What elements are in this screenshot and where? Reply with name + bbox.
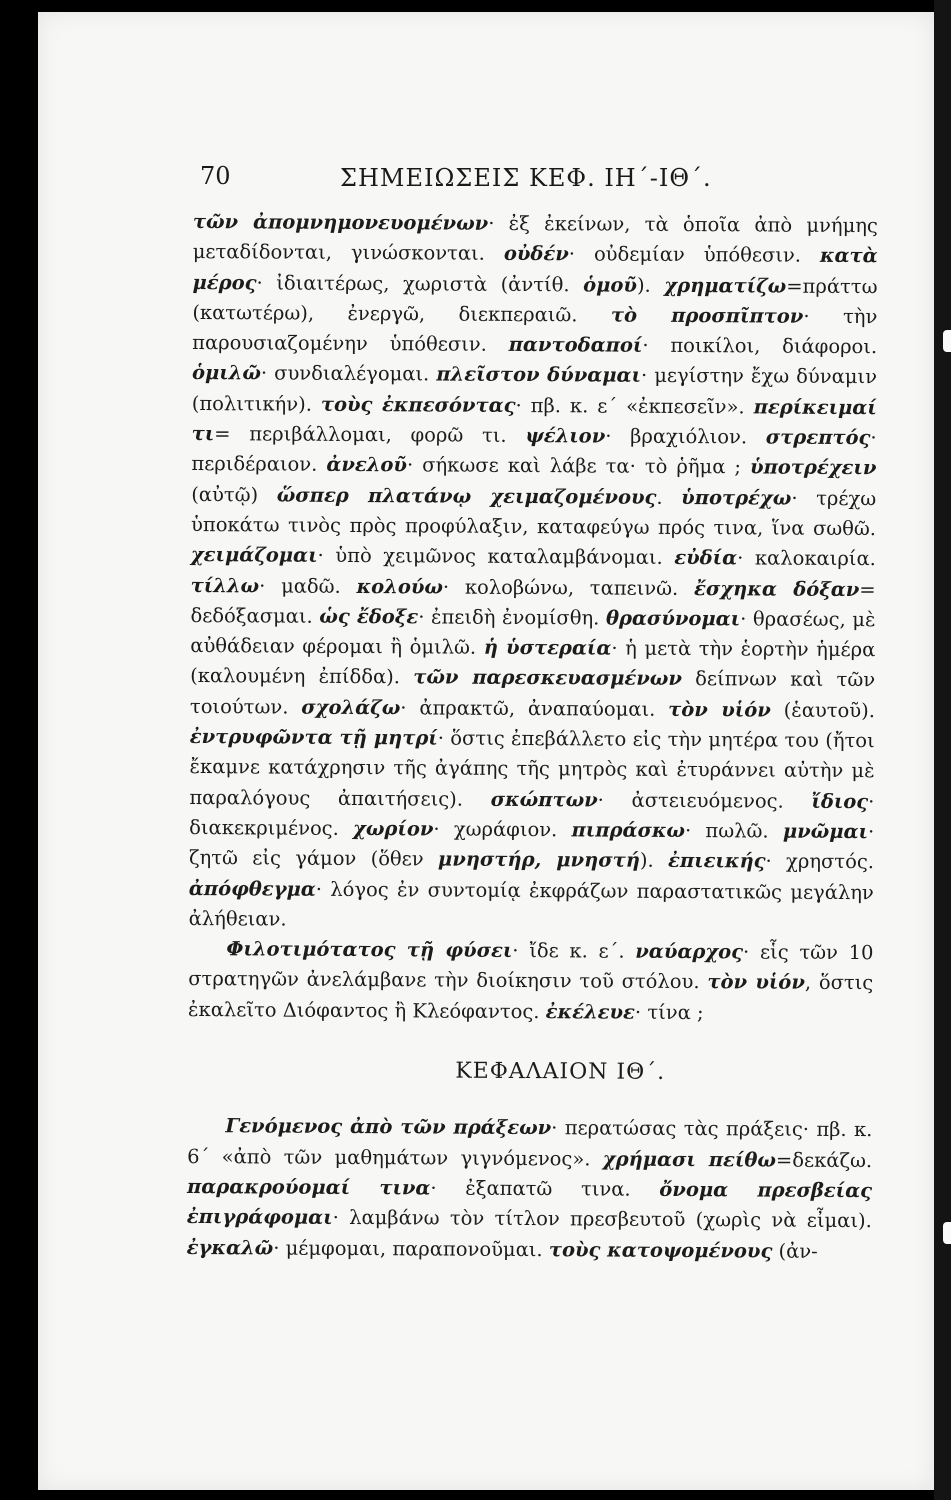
gloss: · μαδῶ. (259, 573, 357, 598)
lemma: χρηματίζω (664, 273, 787, 298)
lemma: ἐκέλευε (545, 999, 636, 1024)
gloss: · καλοκαιρία. (737, 546, 876, 571)
lemma: τὸν υἱόν (668, 697, 771, 722)
lemma: χειμάζομαι (190, 543, 318, 568)
lemma: παντοδαποί (508, 333, 643, 357)
lemma: πλεῖστον δύναμαι (436, 362, 642, 388)
lemma: ὡς ἔδοξε (319, 604, 419, 629)
lemma: κατὰ μέρος (192, 244, 878, 294)
lemma: τοὺς ἐκπεσόντας (320, 392, 516, 417)
gloss: =πράττω (κατωτέρω), ἐνεργῶ, διεκπεραιῶ. (192, 274, 878, 327)
lemma: ἀπόφθεγμα (188, 876, 316, 901)
lemma: ὑποτρέχω (681, 485, 792, 510)
lemma: Φιλοτιμότατος τῇ φύσει (226, 937, 513, 963)
gloss: · λαμβάνω τὸν τίτλον πρεσβευτοῦ (χωρὶς νὰ εἶμαι). (332, 1206, 872, 1233)
lemma: ὁμιλῶ (191, 361, 262, 385)
gloss: · κολοβώνω, ταπεινῶ. (442, 575, 695, 600)
gloss: · εἷς τῶν 10 στρατηγῶν ἀνελάμβανε τὴν διοίκησιν τοῦ στόλου. (188, 940, 874, 994)
gloss: · ἴδε κ. ε΄. (512, 939, 636, 963)
gloss: · διακεκριμένος. (189, 789, 875, 840)
gloss: · χωράφιον. (433, 817, 572, 842)
lemma: θρασύνομαι (605, 606, 741, 631)
lemma: ἐπιεικής (667, 849, 766, 873)
lemma: ἐγκαλῶ (186, 1235, 274, 1260)
lemma: ὥσπερ πλατάνῳ χειμαζομένους (276, 483, 657, 509)
lemma: ἴδιος (811, 789, 869, 813)
gloss: (ἑαυτοῦ). (770, 698, 876, 722)
lemma: οὐδέν (503, 242, 569, 266)
scan-edge (934, 0, 951, 1500)
gloss: · περιδέραιον. (191, 426, 877, 477)
gloss: (αὐτῷ) (191, 482, 277, 507)
lemma: τῶν ἀπομνημονευομένων (192, 209, 489, 235)
running-title: ΣΗΜΕΙΩΣΕΙΣ ΚΕΦ. ΙΗ΄-ΙΘ΄. (340, 164, 712, 192)
lemma: ἀνελοῦ (326, 453, 408, 477)
gloss: δείπνων καὶ τῶν τοιούτων. (189, 667, 876, 719)
gloss: · θρασέως, μὲ αὐθάδειαν φέρομαι ἢ ὁμιλῶ. (190, 607, 876, 659)
gloss: · τὴν παρουσιαζομένην ὑπόθεσιν. (192, 304, 878, 357)
gloss: · τρέχω ὑποκάτω τινὸς πρὸς προφύλαξιν, καταφεύγω πρός τινα, ἵνα σωθῶ. (190, 486, 877, 541)
paragraph (187, 1111, 873, 1267)
gloss: · μεγίστην ἔχω δύναμιν (πολιτικήν). (191, 364, 878, 416)
gloss: ). (636, 273, 665, 297)
lemma: ὑποτρέχειν (749, 455, 877, 480)
lemma: εὐδία (674, 546, 738, 570)
lemma: σκώπτων (490, 787, 598, 812)
gloss: · ἀστειευόμενος. (597, 788, 812, 813)
paragraph (188, 934, 874, 1029)
gloss: · ὅστις ἐπεβάλλετο εἰς τὴν μητέρα του (ἤτοι ἔκαμνε κατάχρησιν τῆς ἀγάπης τῆς μητρὸς καὶ ἐτυράννει αὐτὴν μὲ παραλόγους ἀπαιτήσεις). (189, 726, 875, 811)
lemma: ἐντρυφῶντα τῇ μητρί (189, 725, 438, 750)
gloss: · ἡ μετὰ τὴν ἑορτὴν ἡμέρα (καλουμένη ἐπίδδα). (190, 636, 876, 689)
lemma: μνηστήρ, μνηστή (437, 847, 641, 872)
gloss: · ἀπρακτῶ, ἀναπαύομαι. (400, 696, 669, 721)
gloss: · ζητῶ εἰς γάμον (ὅθεν (188, 820, 875, 871)
gloss: · πωλῶ. (684, 818, 783, 843)
gloss: · συνδιαλέγομαι. (260, 361, 437, 386)
gloss: · ποικίλοι, διάφοροι. (642, 333, 878, 359)
lemma: ὁμοῦ (583, 272, 638, 297)
notes-body (187, 207, 878, 1267)
gloss: · βραχιόλιον. (605, 424, 766, 449)
scan-mark (943, 330, 951, 352)
gloss: · πβ. κ. ε΄ «ἐκπεσεῖν». (515, 393, 754, 419)
lemma: ἔσχηκα δόξαν (693, 576, 860, 601)
gloss: . (656, 485, 682, 509)
gloss: · σήκωσε καὶ λάβε τα· τὸ ῥῆμα ; (406, 453, 751, 479)
lemma: τὸν υἱόν (707, 970, 805, 995)
gloss: = δεδόξασμαι. (190, 577, 876, 628)
lemma: περίκειμαί τι (191, 395, 877, 446)
lemma: χωρίον (353, 816, 434, 841)
gloss: · ἐξαπατῶ τινα. (430, 1176, 660, 1201)
lemma: τὸ προσπῖπτον (610, 303, 804, 328)
lemma: χρήμασι πείθω (602, 1147, 777, 1172)
lemma: Γενόμενος ἀπὸ τῶν πράξεων (225, 1114, 552, 1140)
lemma: τίλλω (190, 573, 260, 597)
page-number: 70 (200, 162, 231, 190)
gloss: , ὅστις ἐκαλεῖτο Διόφαντος ἢ Κλεόφαντος. (188, 971, 874, 1023)
scan-mark (943, 1222, 951, 1244)
gloss: · χρηστός. (765, 849, 875, 874)
lemma: τοὺς κατοψομένους (548, 1237, 773, 1263)
gloss: · τίνα ; (634, 1000, 704, 1024)
lemma: σχολάζω (301, 695, 401, 720)
lemma: τῶν παρεσκευασμένων (413, 665, 682, 691)
gloss: · ἐπειδὴ ἐνομίσθη. (418, 605, 607, 630)
page-header (200, 162, 840, 202)
gloss: · λόγος ἐν συντομίᾳ ἐκφράζων παραστατικῶς μεγάλην ἀλήθειαν. (188, 877, 874, 931)
gloss: · περατώσας τὰς πράξεις· πβ. κ. 6΄ «ἀπὸ τῶν μαθημάτων γιγνόμενος». (187, 1116, 873, 1171)
gloss: · ὑπὸ χειμῶνος καταλαμβάνομαι. (317, 544, 675, 570)
gloss: ). (639, 848, 669, 873)
lemma: ἡ ὑστεραία (483, 635, 612, 660)
gloss: · μέμφομαι, παραπονοῦμαι. (273, 1236, 549, 1261)
gloss: = περιβάλλομαι, φορῶ τι. (214, 422, 526, 448)
paragraph (189, 207, 878, 938)
lemma: πιπράσκω (571, 818, 686, 842)
chapter-heading: ΚΕΦΑΛΑΙΟΝ ΙΘ΄. (455, 1058, 666, 1085)
gloss: =δεκάζω. (775, 1148, 873, 1172)
lemma: κολούω (356, 574, 444, 599)
lemma: ψέλιον (525, 424, 606, 448)
gloss: · ἐξ ἐκείνων, τὰ ὁποῖα ἀπὸ μνήμης μεταδίδονται, γινώσκονται. (192, 211, 878, 266)
lemma: ναύαρχος (635, 939, 744, 964)
lemma: παρακρούομαί τινα (186, 1174, 431, 1200)
gloss: (ἀν- (772, 1239, 818, 1263)
gloss: · ἰδιαιτέρως, χωριστὰ (ἀντίθ. (256, 270, 584, 296)
lemma: ὄνομα πρεσβείας ἐπιγράφομαι (186, 1177, 873, 1230)
lemma: στρεπτός (765, 425, 871, 450)
lemma: μνῶμαι (782, 819, 869, 844)
gloss: · οὐδεμίαν ὑπόθεσιν. (568, 242, 821, 268)
